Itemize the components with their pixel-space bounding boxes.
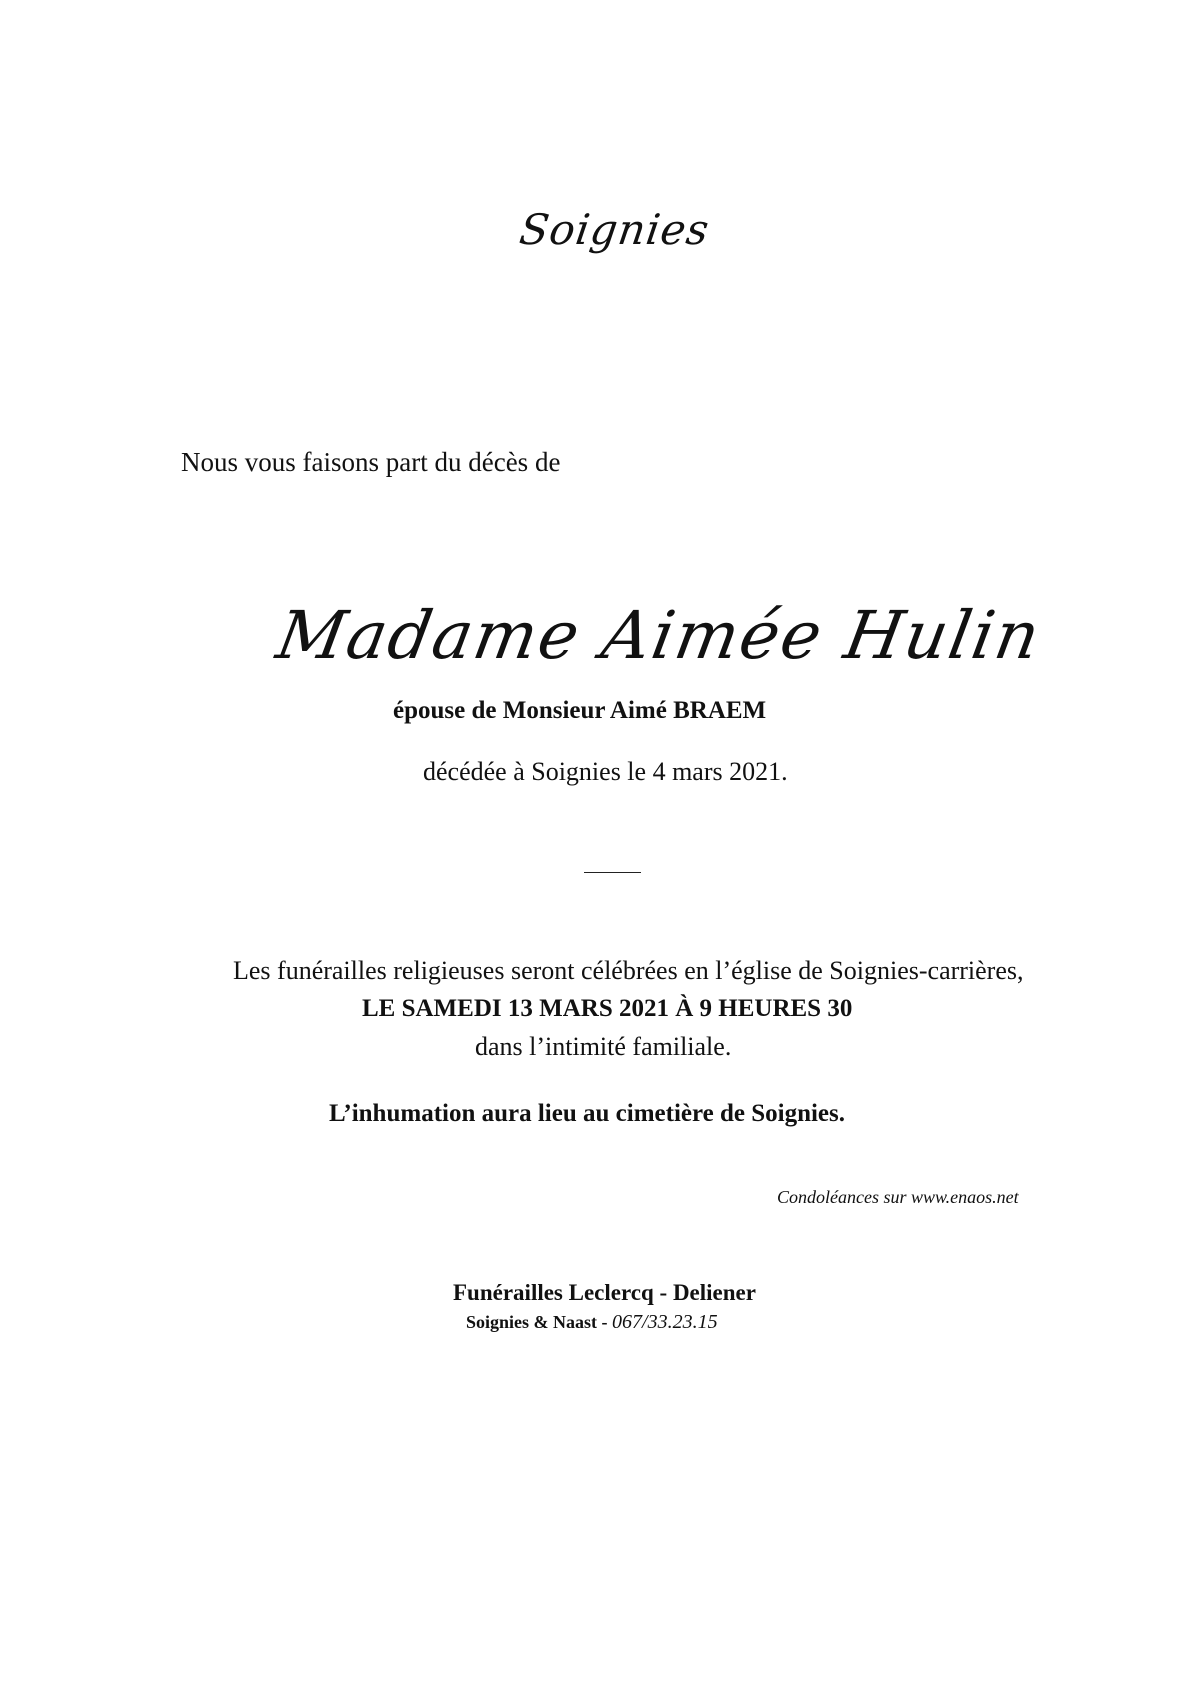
deceased-name: Madame Aimée Hulin	[271, 597, 1048, 674]
funeral-home-contact	[466, 1311, 718, 1334]
burial-line: L’inhumation aura lieu au cimetière de Soignies.	[329, 1100, 846, 1127]
spouse-line: épouse de Monsieur Aimé BRAEM	[393, 697, 767, 724]
intro-text: Nous vous faisons part du décès de	[181, 447, 561, 477]
divider	[584, 872, 641, 873]
ceremony-line-1: Les funérailles religieuses seront célébrées en l’église de Soignies-carrières,	[233, 956, 1024, 985]
death-line: décédée à Soignies le 4 mars 2021.	[423, 757, 788, 786]
place-title: Soignies	[516, 205, 713, 254]
funeral-home-name: Funérailles Leclercq - Deliener	[453, 1280, 756, 1305]
ceremony-date-line: LE SAMEDI 13 MARS 2021 À 9 HEURES 30	[362, 995, 853, 1022]
funeral-home-places: Soignies & Naast -	[466, 1312, 608, 1332]
ceremony-line-3: dans l’intimité familiale.	[475, 1032, 732, 1061]
condolences-line: Condoléances sur www.enaos.net	[777, 1187, 1019, 1207]
funeral-home-phone: 067/33.23.15	[612, 1311, 718, 1333]
